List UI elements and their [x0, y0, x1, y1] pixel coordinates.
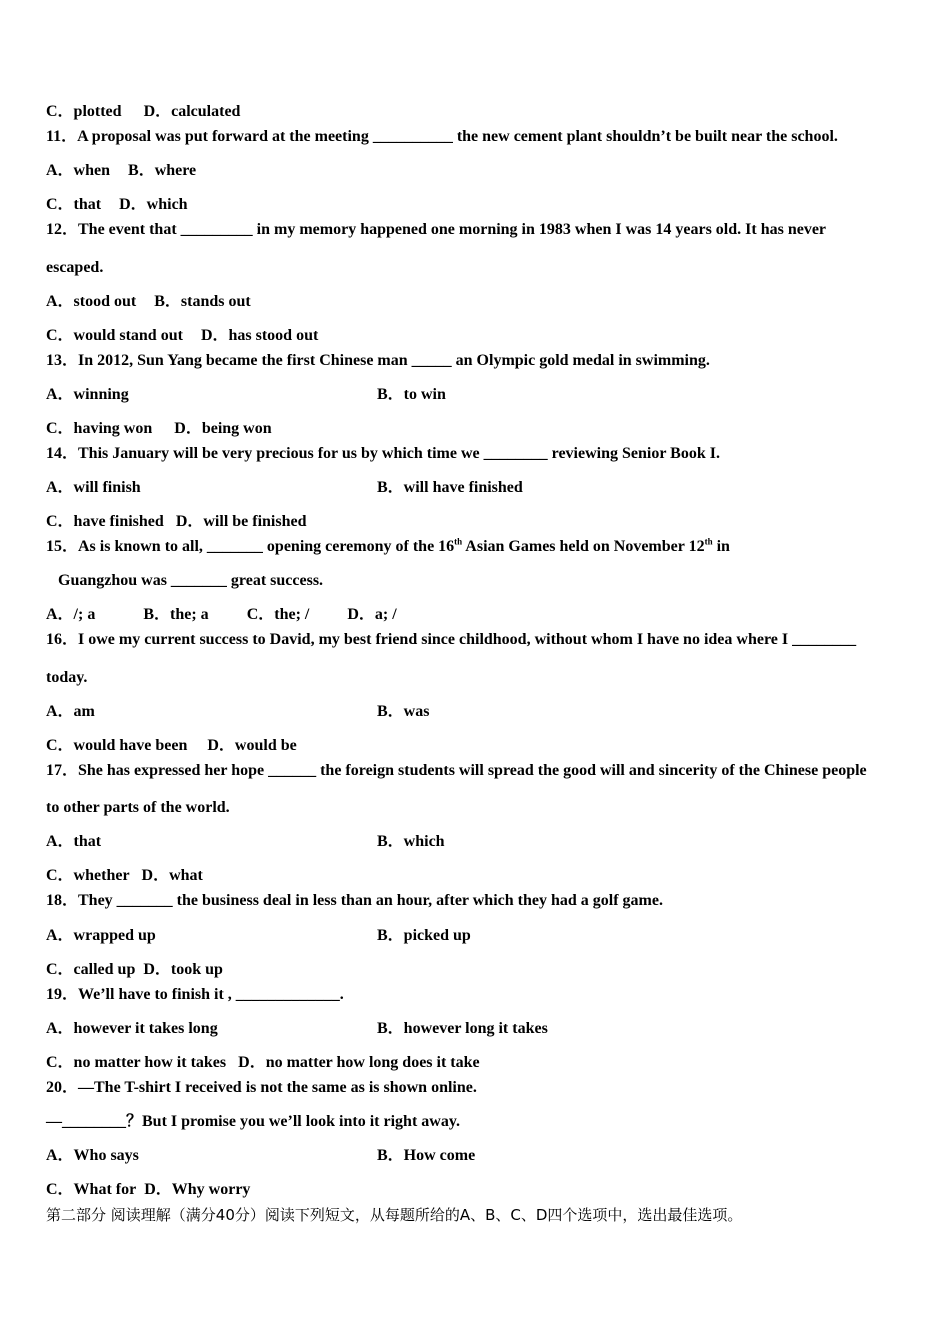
q19-option-d: D．no matter how long does it take	[238, 1054, 480, 1071]
q18-stem: 18．They _______ the business deal in less than an hour, after which they had a golf game.	[46, 892, 663, 909]
q20-option-c: C．What for	[46, 1181, 137, 1198]
q15-option-b: B．the; a	[143, 606, 209, 623]
q14-option-c: C．have finished	[46, 513, 164, 530]
q20-option-a: A．Who says	[46, 1147, 139, 1164]
q17-option-c: C．whether	[46, 867, 130, 884]
q12-stem: 12．The event that _________ in my memory happened one morning in 1983 when I was 14 years old. It has never	[46, 221, 827, 238]
q15-stem-part-a: 15．As is known to all, _______ opening ceremony of the 16	[46, 538, 455, 555]
q20-stem: 20．—The T-shirt I received is not the same as is shown online.	[46, 1079, 477, 1096]
q15-stem	[46, 537, 730, 557]
q15-option-a: A．/; a	[46, 606, 96, 623]
q17-option-d: D．what	[141, 867, 203, 884]
q14-option-a: A．will finish	[46, 479, 141, 496]
q20-option-b: B．How come	[377, 1147, 476, 1164]
q11-stem: 11．A proposal was put forward at the meeting __________ the new cement plant shouldn’t be built near the school.	[46, 128, 838, 145]
q14-options-cd	[46, 512, 307, 532]
q12-options-cd	[46, 326, 318, 346]
q10-option-c: C．plotted	[46, 103, 122, 120]
q18-option-c: C．called up	[46, 961, 136, 978]
q13-option-c: C．having won	[46, 420, 153, 437]
q16-option-b: B．was	[377, 703, 430, 720]
q18-options-cd	[46, 960, 223, 980]
q16-stem-continued: today.	[46, 669, 88, 686]
q15-option-c: C．the; /	[246, 606, 310, 623]
q19-options-cd	[46, 1053, 480, 1073]
q19-option-b: B．however long it takes	[377, 1020, 548, 1037]
q11-option-b: B．where	[128, 162, 197, 179]
q16-options-cd	[46, 736, 297, 756]
q17-option-b: B．which	[377, 833, 445, 850]
q16-option-c: C．would have been	[46, 737, 188, 754]
q14-option-d: D．will be finished	[175, 513, 307, 530]
q15-stem-continued: Guangzhou was _______ great success.	[58, 572, 324, 589]
q19-option-a: A．however it takes long	[46, 1020, 218, 1037]
q12-option-d: D．has stood out	[200, 327, 319, 344]
q15-superscript-2: th	[704, 536, 713, 547]
q16-stem: 16．I owe my current success to David, my best friend since childhood, without whom I have no idea where I ________	[46, 631, 857, 648]
q18-option-d: D．took up	[143, 961, 223, 978]
q20-stem-continued: —________？But I promise you we’ll look into it right away.	[46, 1113, 460, 1130]
q11-options-ab	[46, 161, 196, 181]
q10-option-d: D．calculated	[143, 103, 241, 120]
q14-stem: 14．This January will be very precious for us by which time we ________ reviewing Senior Book I.	[46, 445, 720, 462]
q15-stem-part-b: Asian Games held on November 12	[462, 538, 705, 555]
q19-stem: 19．We’ll have to finish it , _____________.	[46, 986, 344, 1003]
q12-option-a: A．stood out	[46, 293, 137, 310]
q17-stem-continued: to other parts of the world.	[46, 799, 230, 816]
q11-option-c: C．that	[46, 196, 102, 213]
q13-option-a: A．winning	[46, 386, 129, 403]
q15-stem-part-c: in	[712, 538, 730, 555]
q12-option-b: B．stands out	[154, 293, 251, 310]
q15-superscript-1: th	[454, 536, 463, 547]
q18-option-b: B．picked up	[377, 927, 471, 944]
q13-option-b: B．to win	[377, 386, 446, 403]
q12-option-c: C．would stand out	[46, 327, 183, 344]
q15-option-d: D．a; /	[347, 606, 397, 623]
q18-option-a: A．wrapped up	[46, 927, 156, 944]
q11-options-cd	[46, 195, 188, 215]
q17-stem: 17．She has expressed her hope ______ the foreign students will spread the good will and sincerity of the Chinese people	[46, 762, 867, 779]
q16-option-a: A．am	[46, 703, 95, 720]
section-2-heading: 第二部分 阅读理解（满分40分）阅读下列短文，从每题所给的A、B、C、D四个选项中，选出最佳选项。	[46, 1206, 743, 1224]
q15-options	[46, 605, 397, 625]
q17-option-a: A．that	[46, 833, 102, 850]
q13-option-d: D．being won	[174, 420, 272, 437]
q17-options-cd	[46, 866, 203, 886]
q12-stem-continued: escaped.	[46, 259, 104, 276]
q20-options-cd	[46, 1180, 250, 1200]
q10-options-cd	[46, 102, 240, 122]
q13-stem: 13．In 2012, Sun Yang became the first Chinese man _____ an Olympic gold medal in swimming.	[46, 352, 710, 369]
q11-option-a: A．when	[46, 162, 111, 179]
q20-option-d: D．Why worry	[144, 1181, 251, 1198]
q16-option-d: D．would be	[207, 737, 297, 754]
q12-options-ab	[46, 292, 251, 312]
q13-options-cd	[46, 419, 272, 439]
q11-option-d: D．which	[119, 196, 188, 213]
q19-option-c: C．no matter how it takes	[46, 1054, 227, 1071]
q14-option-b: B．will have finished	[377, 479, 523, 496]
